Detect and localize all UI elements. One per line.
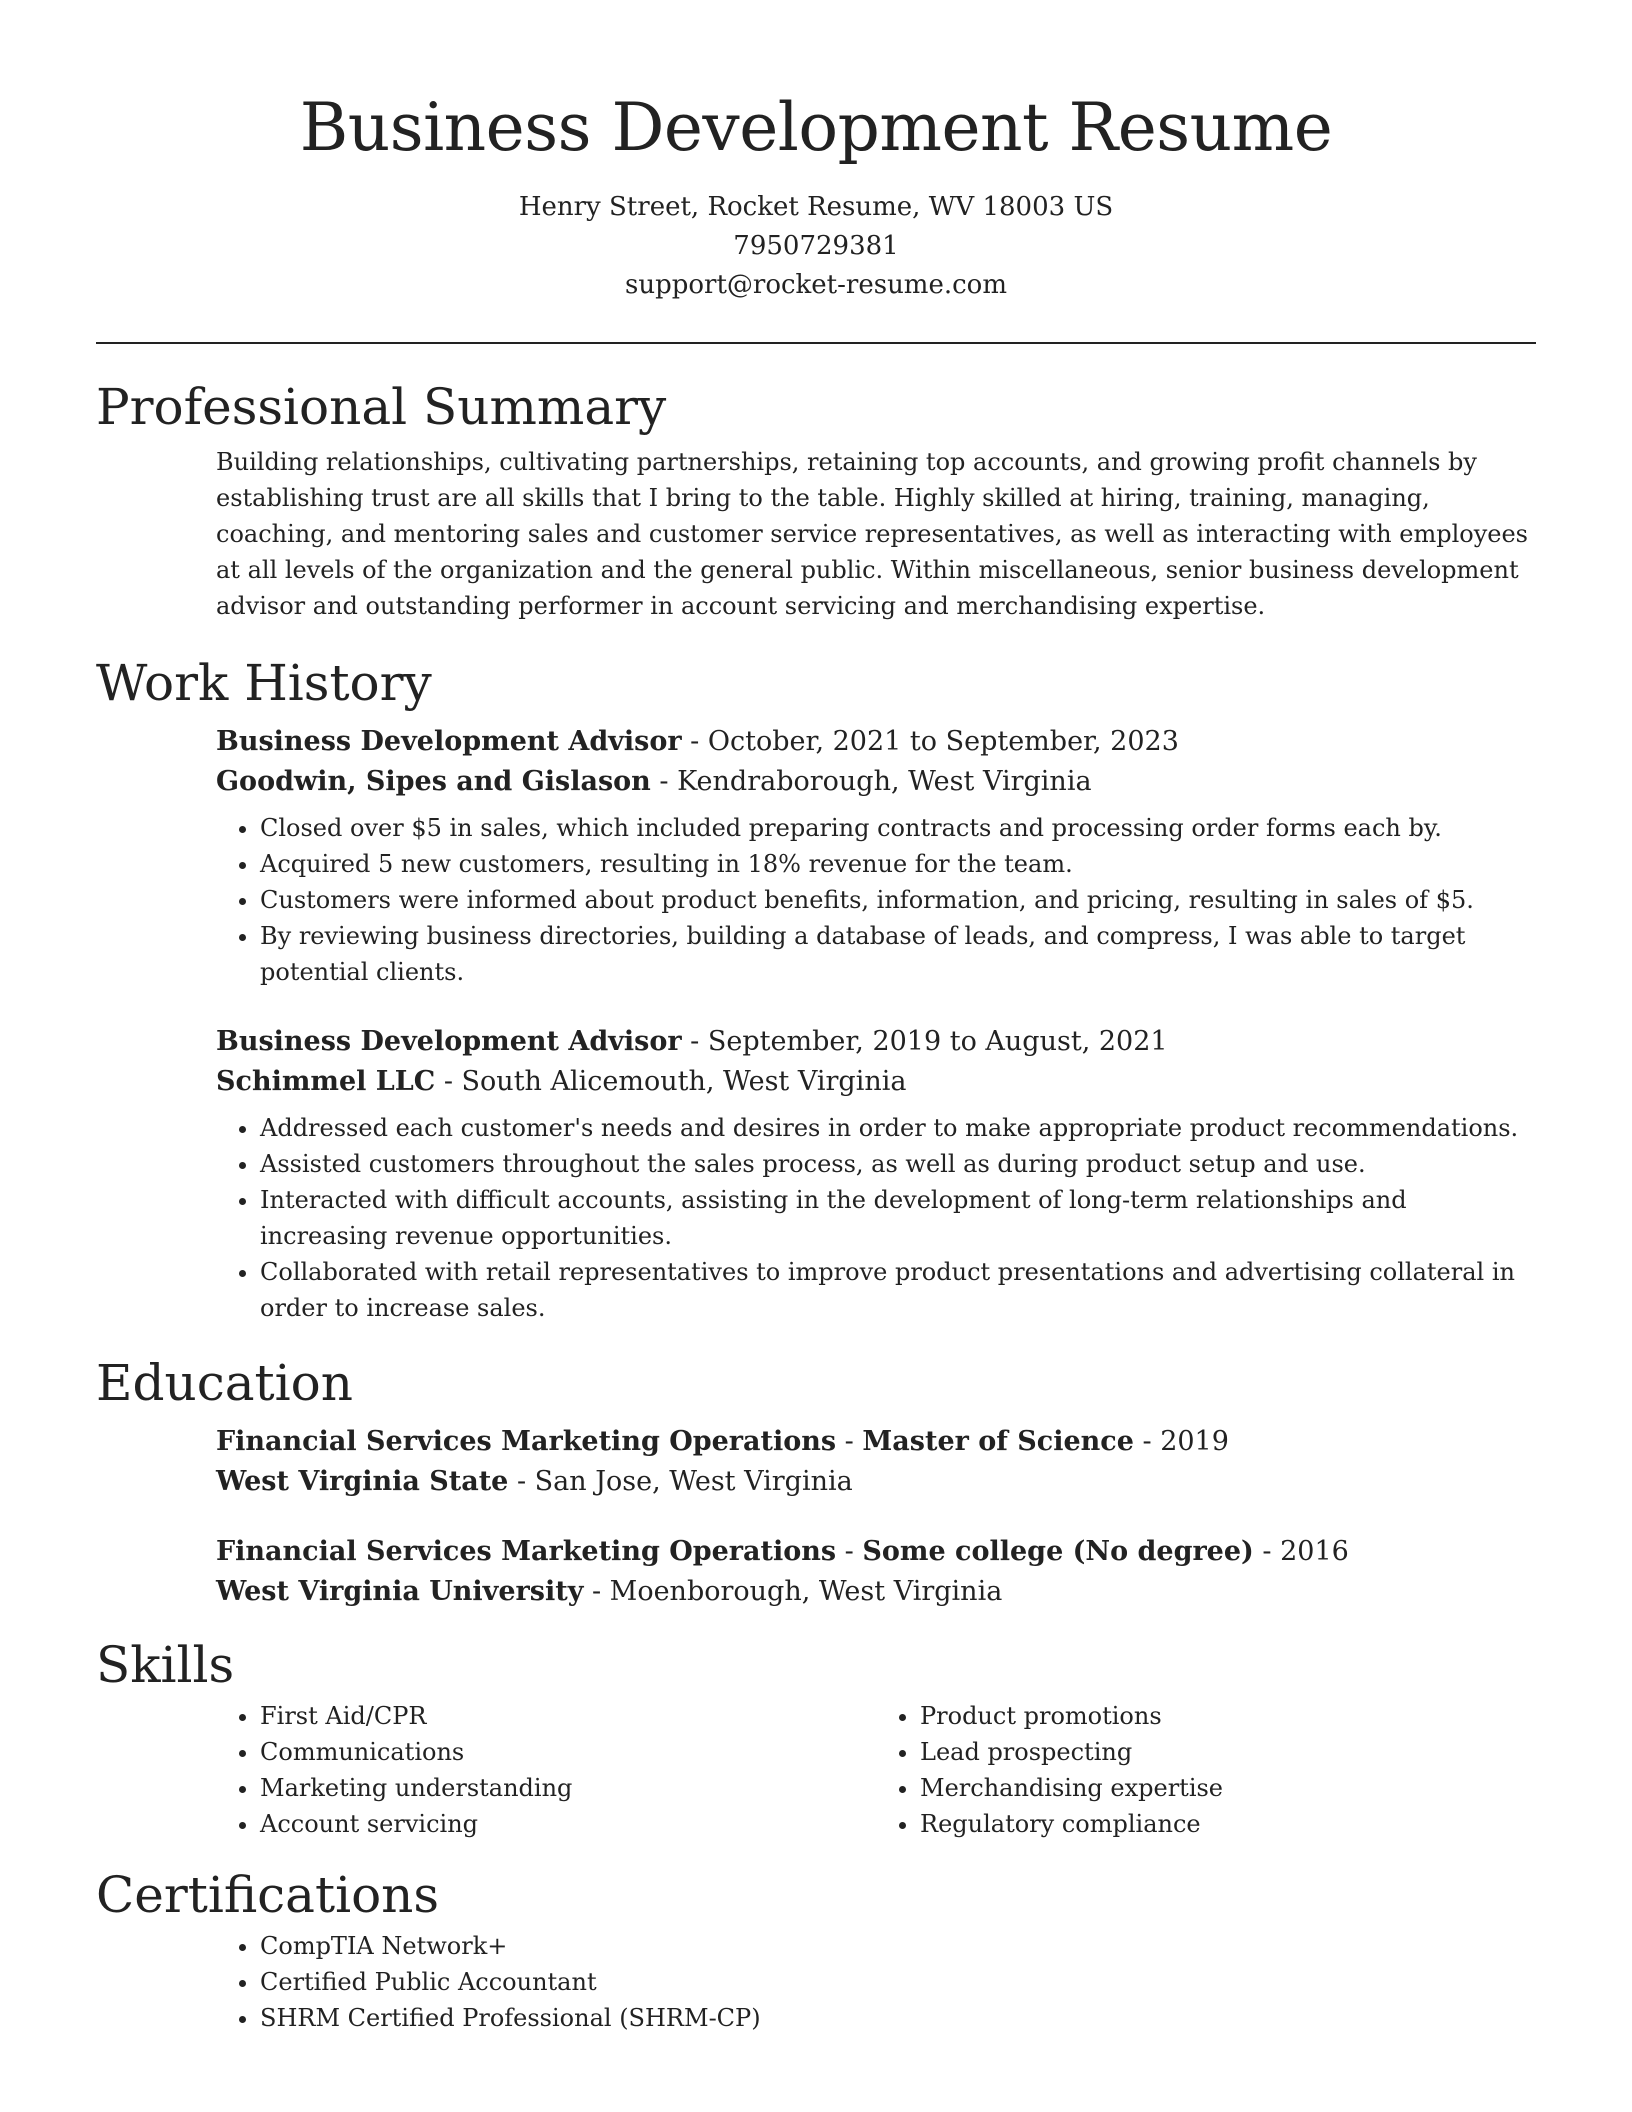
- education-location: - Moenborough, West Virginia: [583, 1576, 1003, 1607]
- education-year: - 2019: [1133, 1426, 1229, 1457]
- job-company-line: [216, 762, 1536, 802]
- job-title-line: [216, 722, 1536, 762]
- job-dates: - September, 2019 to August, 2021: [681, 1026, 1168, 1057]
- job-entry: [216, 1022, 1536, 1326]
- job-bullet: • Acquired 5 new customers, resulting in 18% revenue for the team.: [260, 846, 1536, 882]
- education-school-line: [216, 1572, 1536, 1612]
- certifications-section: [96, 1862, 1536, 2036]
- job-bullet: • Assisted customers throughout the sales process, as well as during product setup and use.: [260, 1146, 1536, 1182]
- education-degree-line: Financial Services Marketing Operations - Master of Science - 2019: [216, 1426, 1229, 1457]
- job-title-line: [216, 1022, 1536, 1062]
- skill-item: • Lead prospecting: [920, 1734, 1536, 1770]
- job-bullets: [216, 810, 1536, 990]
- education-school: West Virginia University: [216, 1576, 584, 1607]
- education-heading: Education: [96, 1354, 353, 1412]
- job-title: Business Development Advisor: [216, 726, 682, 757]
- contact-address: Henry Street, Rocket Resume, WV 18003 US: [518, 192, 1114, 222]
- education-school: West Virginia State: [216, 1466, 509, 1497]
- education-field: Financial Services Marketing Operations: [216, 1536, 837, 1567]
- skill-item: • Merchandising expertise: [920, 1770, 1536, 1806]
- contact-email: support@rocket-resume.com: [624, 270, 1007, 300]
- job-bullet: • By reviewing business directories, building a database of leads, and compress, I was able to target potential clients.: [260, 918, 1536, 990]
- education-degree-line: Financial Services Marketing Operations - Some college (No degree) - 2016: [216, 1536, 1349, 1567]
- skill-item: • Regulatory compliance: [920, 1806, 1536, 1842]
- education-location: - San Jose, West Virginia: [508, 1466, 853, 1497]
- job-location: - Kendraborough, West Virginia: [650, 766, 1092, 797]
- job-bullet: • Interacted with difficult accounts, assisting in the development of long-term relationships and increasing revenue opportunities.: [260, 1182, 1536, 1254]
- skill-item: • Account servicing: [260, 1806, 876, 1842]
- resume-title: Business Development Resume: [299, 89, 1333, 166]
- summary-body: [216, 444, 1536, 624]
- job-bullet: • Closed over $5 in sales, which included preparing contracts and processing order forms each by.: [260, 810, 1536, 846]
- work-section: [96, 650, 1536, 1326]
- job-company: Schimmel LLC: [216, 1066, 436, 1097]
- resume-header: [96, 0, 1536, 305]
- education-body: [216, 1422, 1536, 1612]
- skills-list-left: [216, 1698, 876, 1842]
- job-location: - South Alicemouth, West Virginia: [435, 1066, 907, 1097]
- contact-phone: 7950729381: [733, 231, 899, 261]
- summary-text: Building relationships, cultivating partnerships, retaining top accounts, and growing profit channels by establishing trust are all skills that I bring to the table. Highly skilled at hiring, training, managing, coaching, and mentoring sales and customer service representatives, as well as interacting with employees at all levels of the organization and the general public. Within miscellaneous, senior business development advisor and outstanding performer in account servicing and merchandising expertise.: [216, 448, 1528, 620]
- education-entry: [216, 1422, 1536, 1502]
- education-field: Financial Services Marketing Operations: [216, 1426, 837, 1457]
- job-bullet: • Customers were informed about product benefits, information, and pricing, resulting in sales of $5.: [260, 882, 1536, 918]
- certification-item: • SHRM Certified Professional (SHRM-CP): [260, 2000, 1536, 2036]
- skills-list-right: [876, 1698, 1536, 1842]
- education-entry: [216, 1532, 1536, 1612]
- job-bullet: • Addressed each customer's needs and desires in order to make appropriate product recommendations.: [260, 1110, 1536, 1146]
- certifications-body: [216, 1928, 1536, 2036]
- certifications-list: [216, 1928, 1536, 2036]
- job-dates: - October, 2021 to September, 2023: [681, 726, 1179, 757]
- skills-body: [216, 1698, 1536, 1842]
- job-bullet: • Collaborated with retail representatives to improve product presentations and advertising collateral in order to increase sales.: [260, 1254, 1536, 1326]
- certifications-heading: Certifications: [96, 1866, 440, 1924]
- job-entry: [216, 722, 1536, 990]
- summary-section: [96, 374, 1536, 624]
- education-section: [96, 1350, 1536, 1612]
- job-company-line: [216, 1062, 1536, 1102]
- education-degree: Some college (No degree): [862, 1536, 1254, 1567]
- job-bullets: [216, 1110, 1536, 1326]
- skill-item: • Product promotions: [920, 1698, 1536, 1734]
- education-degree: Master of Science: [862, 1426, 1134, 1457]
- skill-item: • Marketing understanding: [260, 1770, 876, 1806]
- work-body: [216, 722, 1536, 1326]
- header-divider: [96, 342, 1536, 344]
- contact-block: [96, 188, 1536, 305]
- job-title: Business Development Advisor: [216, 1026, 682, 1057]
- skill-item: • First Aid/CPR: [260, 1698, 876, 1734]
- job-company: Goodwin, Sipes and Gislason: [216, 766, 651, 797]
- certification-item: • Certified Public Accountant: [260, 1964, 1536, 2000]
- skills-heading: Skills: [96, 1636, 235, 1694]
- skills-section: [96, 1632, 1536, 1842]
- certification-item: • CompTIA Network+: [260, 1928, 1536, 1964]
- work-heading: Work History: [96, 654, 432, 712]
- summary-heading: Professional Summary: [96, 378, 667, 436]
- education-school-line: [216, 1462, 1536, 1502]
- education-year: - 2016: [1253, 1536, 1349, 1567]
- skill-item: • Communications: [260, 1734, 876, 1770]
